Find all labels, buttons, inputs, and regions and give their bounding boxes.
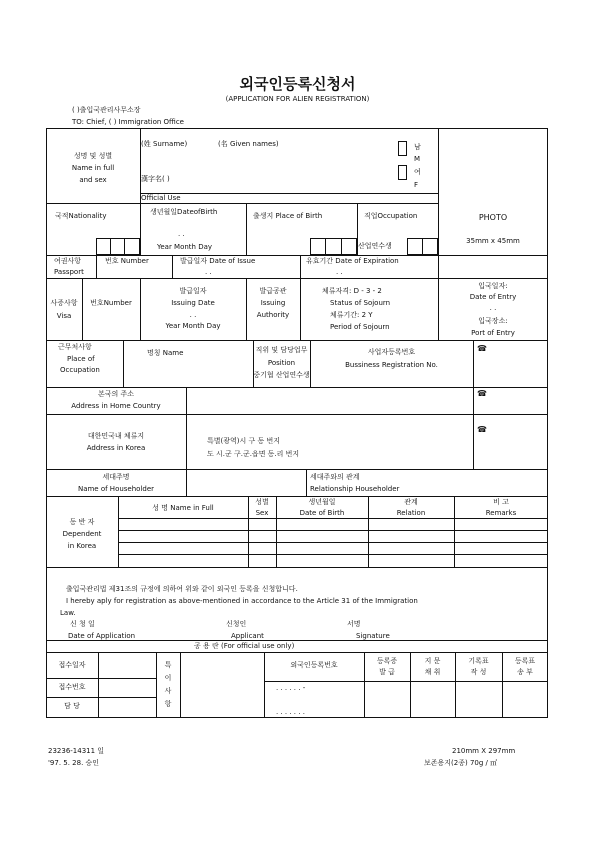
official-use-label: Official Use [141,194,181,202]
householder-rel-en: Relationship Householder [310,485,400,493]
fingerprint-a: 지 문 [424,657,441,665]
applicant-ko: 신청인 [226,620,247,628]
special-1: 특 [164,661,172,669]
form-subtitle: (APPLICATION FOR ALIEN REGISTRATION) [225,95,370,103]
record-b: 작 성 [470,668,487,676]
passport-expiry-label[interactable]: 유효기간 Date of Expiration [306,257,399,265]
householder-en: Name of Householder [77,485,155,493]
name-label-ko: 성명 및 성별 [73,152,113,160]
staff-label: 담 당 [64,702,80,710]
entry-port-ko: 입국장소: [478,317,508,325]
passport-issue-label[interactable]: 발급일자 Date of Issue [180,257,256,265]
given-names-label: (名 Given names) [218,140,279,148]
phone-icon: ☎ [477,425,487,434]
position-en: Position [267,359,296,367]
female-checkbox[interactable] [398,165,407,180]
phone-icon: ☎ [477,344,487,353]
dependent-label-en2: in Korea [67,542,97,550]
dob-dots: . . [178,230,185,238]
nationality-code-boxes[interactable] [96,238,140,255]
korea-address-line2[interactable]: 도 시.군 구.군.읍면 동.리 번지 [207,450,300,458]
special-4: 항 [164,700,172,708]
visa-issue-ko: 발급일자 [179,287,207,295]
declaration-en2: Law. [60,609,76,617]
application-date-ko: 신 청 일 [70,620,95,628]
name-label-en2: and sex [79,176,107,184]
biz-reg-ko: 사업자등록번호 [367,348,416,356]
dependent-sex-en: Sex [255,509,269,517]
birthplace-label: 출생지 Place of Birth [253,212,323,220]
card-issue-b: 발 급 [379,668,395,676]
male-ko: 남 [414,143,421,151]
dependent-sex-ko: 성별 [255,498,269,506]
biz-reg-en: Bussiness Registration No. [345,361,438,369]
householder-ko: 세대주명 [102,473,130,481]
home-address-ko: 본국의 주소 [97,390,135,398]
position-ko: 직위 및 담당업무 [255,346,308,354]
dob-ymd: Year Month Day [157,243,213,251]
phone-icon: ☎ [477,389,487,398]
period-of-sojourn-en: Period of Sojourn [330,323,390,331]
passport-issue-dots: . . [205,268,212,276]
korea-address-en: Address in Korea [86,444,146,452]
declaration-en1: I hereby aply for registration as above-mentioned in accordance to the Article 31 of the Immigration [66,597,418,605]
register-send-a: 등록표 [514,657,536,665]
footer-form-no: 23236-14311 일 [48,747,105,755]
signature-en: Signature [356,632,390,640]
dependent-label-en1: Dependent [62,530,102,538]
work-name-label[interactable]: 명칭 Name [147,349,184,357]
special-3: 사 [164,687,172,695]
status-of-sojourn-ko: 체류자격: D - 3 - 2 [322,287,382,295]
record-a: 기록표 [468,657,489,665]
visa-issue-dots: . . [189,311,197,319]
declaration-ko: 출입국관리법 제31조의 규정에 의하여 위와 같이 외국인 등록을 신청합니다. [66,585,298,593]
receipt-no-label: 접수번호 [58,683,86,691]
female-en: F [414,181,419,189]
receipt-date-label: 접수일자 [58,661,86,669]
korea-address-line1[interactable]: 특별(광역)시 구 동 번지 [207,437,280,445]
status-of-sojourn-en: Status of Sojourn [330,299,391,307]
home-address-en: Address in Home Country [71,402,161,410]
dob-label: 생년월일DateofBirth [150,208,218,216]
visa-issue-ymd: Year Month Day [165,322,221,330]
trainee-label: 산업연수생 [358,242,392,250]
work-label-en2: Occupation [60,366,100,374]
office-en: TO: Chief, ( ) Immigration Office [72,118,184,126]
official-use-header: 공 용 란 (For official use only) [194,642,295,650]
nationality-label: 국적Nationality [55,212,107,220]
male-checkbox[interactable] [398,141,407,156]
office-ko: ( )출입국관리사무소장 [72,106,141,114]
dependent-name-header: 성 명 Name in Full [152,504,214,512]
form-title: 외국인등록신청서 [239,75,356,93]
dependent-rel-ko: 관계 [404,498,418,506]
visa-label-ko: 사증사항 [50,299,78,307]
work-label-en1: Place of [67,355,95,363]
visa-number-label[interactable]: 번호Number [90,299,132,307]
applicant-en: Applicant [231,632,264,640]
passport-label-en: Passport [54,268,84,276]
passport-label-ko: 여권사항 [54,257,82,265]
reg-no-dots2: . . . . . . . [276,708,305,716]
male-en: M [414,155,421,163]
passport-number-label[interactable]: 번호 Number [105,257,149,265]
fingerprint-b: 채 취 [424,668,441,676]
visa-issue-en: Issuing Date [171,299,215,307]
occupation-label: 직업Occupation [364,212,418,220]
signature-ko: 서명 [347,620,361,628]
register-send-b: 송 부 [517,668,533,676]
visa-label-en: Visa [56,312,72,320]
period-of-sojourn-ko: 체류기간: 2 Y [330,311,373,319]
work-label-ko: 근무처사항 [58,343,92,351]
card-issue-a: 등록증 [376,657,398,665]
entry-date-ko: 입국일자: [478,282,508,290]
name-label-en1: Name in full [71,164,115,172]
reg-no-dots1: . . . . . . - [276,684,306,692]
visa-authority-en2: Authority [256,311,290,319]
dependent-dob-ko: 생년월일 [308,498,336,506]
entry-date-dots: . . [489,304,497,312]
birthplace-code-boxes[interactable] [310,238,357,255]
dependent-remarks-ko: 비 고 [493,498,509,506]
passport-expiry-dots: . . [336,268,343,276]
footer-paper-type: 보존용지(2종) 70g / ㎡ [424,759,498,767]
photo-label: PHOTO [478,213,508,222]
dependent-remarks-en: Remarks [485,509,517,517]
entry-port-en: Port of Entry [471,329,515,337]
footer-approval: '97. 5. 28. 승인 [48,759,100,767]
footer-paper-size: 210mm X 297mm [452,747,516,755]
application-date-en: Date of Application [68,632,136,640]
surname-label: (姓 Surname) [141,140,188,148]
dependent-label-ko: 동 반 자 [69,518,95,526]
visa-authority-ko: 발급공관 [259,287,287,295]
photo-size: 35mm x 45mm [466,237,520,245]
korea-address-ko: 대한민국내 체류지 [87,432,145,440]
reg-no-label: 외국인등록번호 [290,661,338,669]
dependent-rel-en: Relation [396,509,426,517]
special-2: 이 [164,674,172,682]
position-value: 중기협 산업연수생 [253,371,310,379]
hanja-name-label[interactable]: 漢字名( ) [141,175,170,183]
entry-date-en: Date of Entry [469,293,517,301]
female-ko: 여 [414,168,421,176]
dependent-dob-en: Date of Birth [299,509,345,517]
householder-rel-ko: 세대주와의 관계 [310,473,360,481]
visa-authority-en1: Issuing [260,299,286,307]
